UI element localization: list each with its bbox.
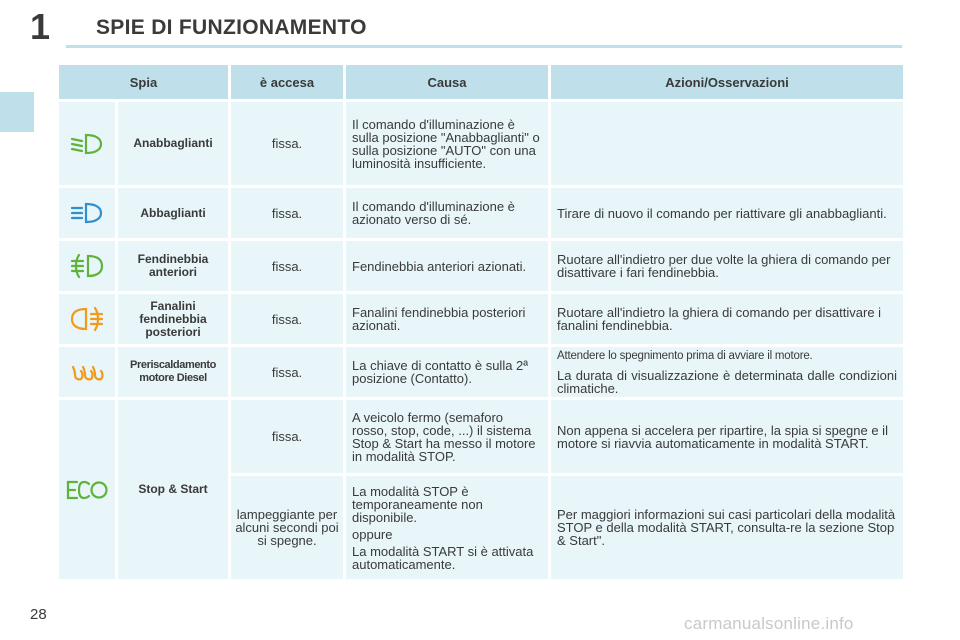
light-cause: A veicolo fermo (semaforo rosso, stop, code, ...) il sistema Stop & Start ha messo il motore in modalità STOP. (346, 400, 548, 473)
eco-icon (65, 478, 109, 502)
icon-cell (59, 188, 115, 238)
light-cause: Fanalini fendinebbia posteriori azionati. (346, 294, 548, 344)
light-state: fissa. (231, 347, 343, 397)
light-cause: Il comando d'illuminazione è azionato verso di sé. (346, 188, 548, 238)
header-causa: Causa (346, 65, 548, 99)
rear-fog-icon (69, 306, 105, 332)
light-name: Abbaglianti (118, 188, 228, 238)
action-text: La durata di visualizzazione è determinata dalle condizioni climatiche. (557, 367, 897, 396)
light-state: fissa. (231, 241, 343, 291)
page-number: 28 (30, 606, 47, 623)
light-state: fissa. (231, 188, 343, 238)
low-beam-icon (69, 132, 105, 156)
header-accesa: è accesa (231, 65, 343, 99)
chapter-number: 1 (30, 6, 51, 47)
light-cause: Il comando d'illuminazione è sulla posizione "Anabbaglianti" o sulla posizione "AUTO" con una luminosità insufficiente. (346, 102, 548, 185)
header-azioni: Azioni/Osservazioni (551, 65, 903, 99)
chapter-side-tab (0, 92, 34, 132)
table-header-row (59, 65, 903, 99)
light-cause: La chiave di contatto è sulla 2ª posizione (Contatto). (346, 347, 548, 397)
light-state: lampeggiante per alcuni secondi poi si spegne. (231, 476, 343, 579)
cause-text: La modalità START si è attivata automaticamente. (352, 543, 534, 572)
light-action (551, 102, 903, 185)
page-title: SPIE DI FUNZIONAMENTO (96, 16, 367, 39)
light-action (551, 347, 903, 397)
table-row (59, 400, 903, 473)
table-row (59, 102, 903, 185)
light-state: fissa. (231, 294, 343, 344)
light-action: Ruotare all'indietro per due volte la ghiera di comando per disattivare i fari fendinebbia. (551, 241, 903, 291)
icon-cell (59, 102, 115, 185)
light-name: Preriscaldamento motore Diesel (118, 347, 228, 397)
light-state: fissa. (231, 102, 343, 185)
icon-cell (59, 347, 115, 397)
action-note: Attendere lo spegnimento prima di avviare il motore. (557, 349, 813, 362)
light-cause: Fendinebbia anteriori azionati. (346, 241, 548, 291)
header-spia: Spia (59, 65, 228, 99)
light-state: fissa. (231, 400, 343, 473)
table-row (59, 188, 903, 238)
light-name: Fendinebbia anteriori (118, 241, 228, 291)
light-name: Fanalini fendinebbia posteriori (118, 294, 228, 344)
light-action: Per maggiori informazioni sui casi particolari della modalità STOP e della modalità START, consulta-re la sezione Stop & Start". (551, 476, 903, 579)
cause-text: La modalità STOP è temporaneamente non disponibile. (352, 483, 483, 525)
table-row (59, 294, 903, 344)
glow-plug-icon (69, 361, 105, 383)
table-row (59, 241, 903, 291)
light-action: Non appena si accelera per ripartire, la spia si spegne e il motore si riavvia automaticamente in modalità START. (551, 400, 903, 473)
table-row (59, 347, 903, 397)
light-name: Stop & Start (118, 400, 228, 579)
high-beam-icon (69, 201, 105, 225)
light-action: Ruotare all'indietro la ghiera di comando per disattivare i fanalini fendinebbia. (551, 294, 903, 344)
cause-or: oppure (352, 526, 393, 542)
light-cause (346, 476, 548, 579)
icon-cell (59, 294, 115, 344)
light-name: Anabbaglianti (118, 102, 228, 185)
warning-lights-table (56, 62, 906, 582)
watermark: carmanualsonline.info (684, 614, 854, 633)
icon-cell (59, 241, 115, 291)
front-fog-icon (69, 253, 105, 279)
light-action: Tirare di nuovo il comando per riattivare gli anabbaglianti. (551, 188, 903, 238)
title-underline (66, 45, 902, 48)
icon-cell (59, 400, 115, 579)
